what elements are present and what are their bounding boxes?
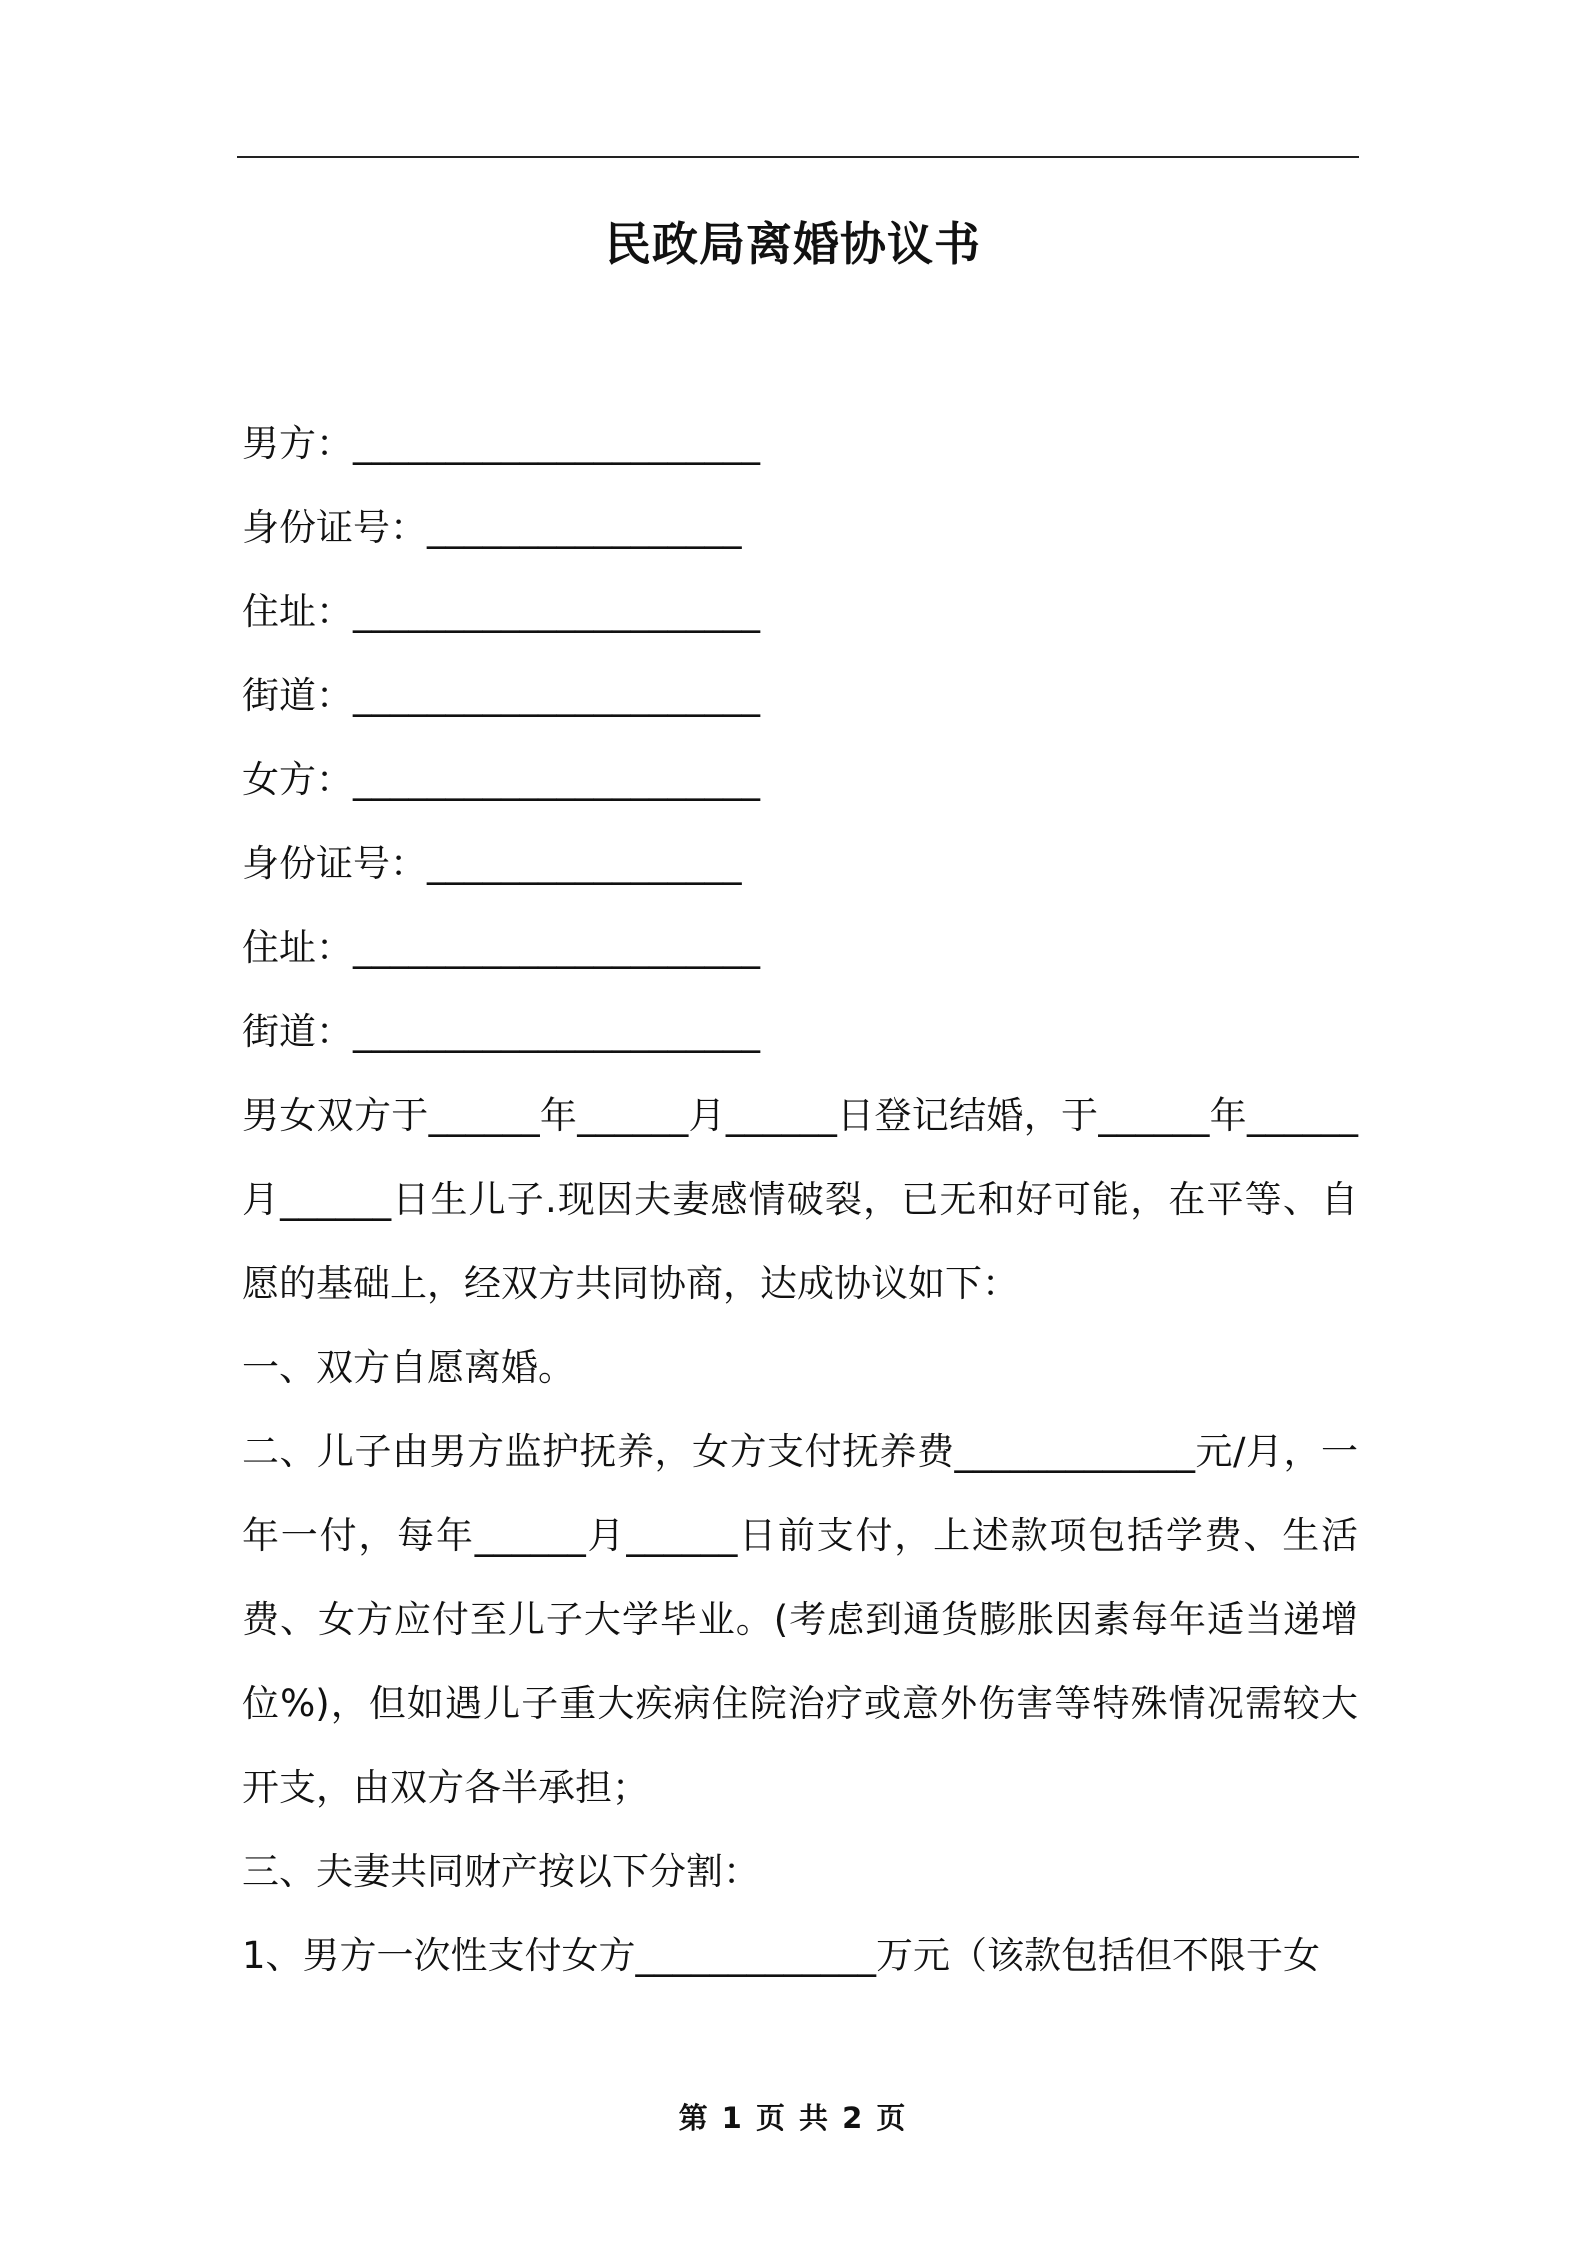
field-male-address: 住址：______________________ [242,590,760,633]
field-female-street: 街道：______________________ [242,1010,760,1053]
blank-male-street: ______________________ [353,674,760,717]
document-title: 民政局离婚协议书 [605,217,981,271]
field-male-id: 身份证号：_________________ [242,506,742,549]
document-body [242,402,1358,1998]
field-female-id: 身份证号：_________________ [242,842,742,885]
field-female-name: 女方：______________________ [242,758,760,801]
blank-female-id: _________________ [427,842,742,885]
clause-3-1: 1、男方一次性支付女方_____________万元（该款包括但不限于女 [242,1934,1321,1977]
header-rule [237,156,1359,158]
blank-female-name: ______________________ [353,758,760,801]
page-number: 第 1 页 共 2 页 [678,2101,908,2135]
clause-3: 三、夫妻共同财产按以下分割： [242,1850,760,1893]
intro-paragraph: 男女双方于______年______月______日登记结婚，于______年______月______日生儿子.现因夫妻感情破裂，已无和好可能，在平等、自愿的基础上，经双方共同协商，达成协议如下： [242,1094,1358,1305]
field-male-street: 街道：______________________ [242,674,760,717]
field-male-name: 男方：______________________ [242,422,760,465]
blank-female-street: ______________________ [353,1010,760,1053]
blank-male-name: ______________________ [353,422,760,465]
field-female-address: 住址：______________________ [242,926,760,969]
clause-2: 二、儿子由男方监护抚养，女方支付抚养费_____________元/月，一年一付，每年______月______日前支付，上述款项包括学费、生活费、女方应付至儿子大学毕业。(考虑到通货膨胀因素每年适当递增位%)，但如遇儿子重大疾病住院治疗或意外伤害等特殊情况需较大开支，由双方各半承担； [242,1430,1358,1809]
blank-female-address: ______________________ [353,926,760,969]
blank-male-address: ______________________ [353,590,760,633]
blank-male-id: _________________ [427,506,742,549]
clause-1: 一、双方自愿离婚。 [242,1346,575,1389]
